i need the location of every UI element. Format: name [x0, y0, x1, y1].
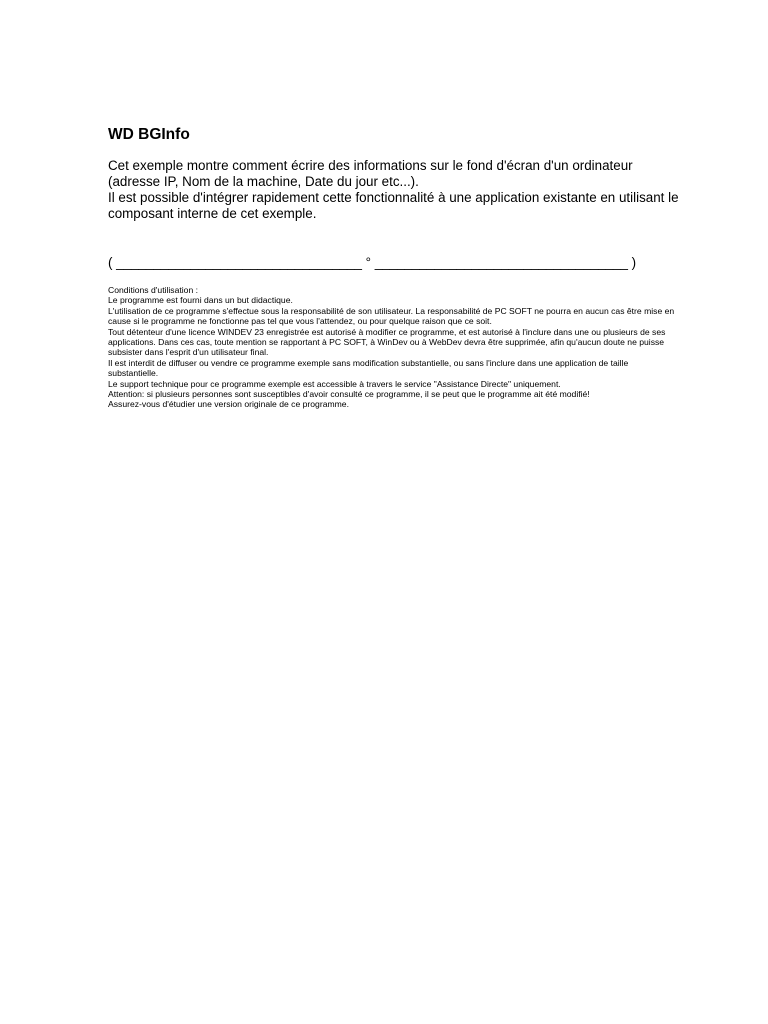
intro-block — [108, 158, 680, 222]
conditions-line: Le support technique pour ce programme exemple est accessible à travers le service "Assistance Directe" uniquement. — [108, 378, 561, 389]
conditions-heading: Conditions d'utilisation : — [108, 285, 199, 295]
conditions-line: L'utilisation de ce programme s'effectue sous la responsabilité de son utilisateur. La responsabilité de PC SOFT ne pourra en aucun cas être mise en cause si le programme ne fonctionne pas tel que vous l'attendez, ou pour quelque raison que ce soit. — [108, 305, 675, 327]
conditions-line: Tout détenteur d'une licence WINDEV 23 enregistrée est autorisé à modifier ce programme, et est autorisé à l'inclure dans une ou plusieurs de ses applications. Dans ces cas, toute mention se rapportant à PC SOFT, à WinDev ou à WebDev devra être supprimée, afin qu'aucun doute ne puisse subsister dans l'esprit d'un utilisateur final. — [108, 326, 666, 358]
document-title: WD BGInfo — [108, 126, 190, 143]
conditions-line: Assurez-vous d'étudier une version originale de ce programme. — [108, 399, 349, 410]
conditions-line: Il est interdit de diffuser ou vendre ce programme exemple sans modification substantielle, ou sans l'inclure dans une application de taille substantielle. — [108, 357, 629, 379]
intro-paragraph: Il est possible d'intégrer rapidement cette fonctionnalité à une application existante en utilisant le composant interne de cet exemple. — [108, 190, 679, 221]
document-page — [108, 126, 680, 410]
separator-line: ( _________________________________ ° __________________________________ ) — [108, 255, 637, 270]
conditions-line: Attention: si plusieurs personnes sont susceptibles d'avoir consulté ce programme, il se peut que le programme ait été modifié! — [108, 389, 590, 400]
intro-paragraph: Cet exemple montre comment écrire des informations sur le fond d'écran d'un ordinateur (adresse IP, Nom de la machine, Date du jour etc...). — [108, 158, 633, 189]
conditions-block — [108, 285, 680, 410]
conditions-line: Le programme est fourni dans un but didactique. — [108, 295, 293, 306]
